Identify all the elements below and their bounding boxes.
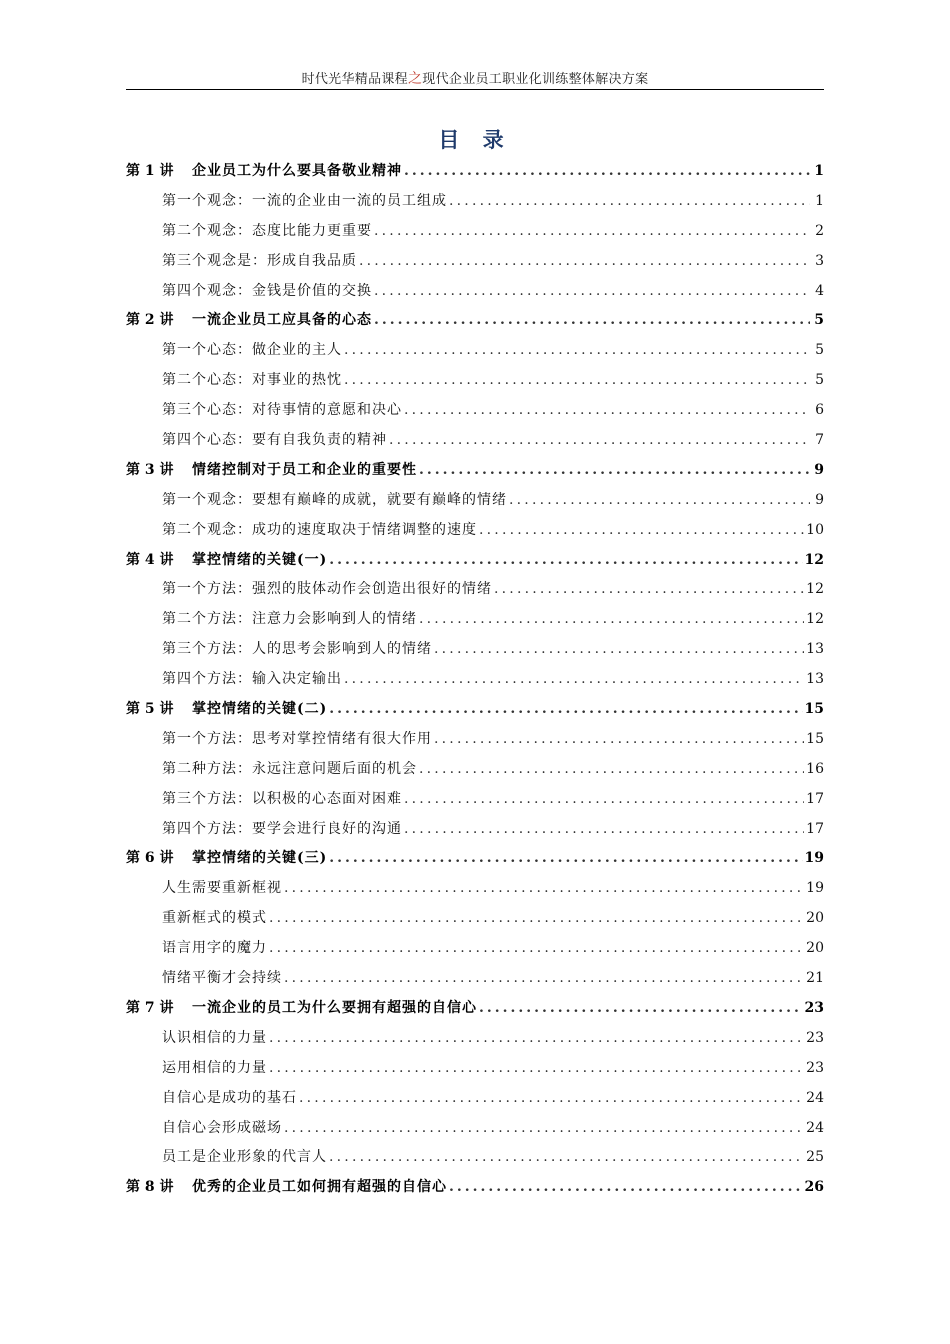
toc-page-number: 23	[806, 1059, 824, 1076]
toc-section-entry[interactable]	[126, 516, 824, 546]
toc-chapter-number: 第 5 讲	[126, 701, 174, 718]
toc-entry-title: 企业员工为什么要具备敬业精神	[192, 163, 402, 179]
toc-entry-title: 第一个观念：一流的企业由一流的员工组成	[162, 192, 447, 209]
toc-entry-title: 第一个观念：要想有巅峰的成就，就要有巅峰的情绪	[162, 491, 507, 508]
toc-dot-leader	[269, 1024, 804, 1054]
toc-page-number: 17	[806, 820, 824, 837]
toc-page-number: 2	[815, 222, 824, 239]
toc-entry-title: 重新框式的模式	[162, 910, 267, 927]
toc-entry-title: 语言用字的魔力	[162, 940, 267, 957]
toc-chapter-number: 第 8 讲	[126, 1179, 174, 1196]
toc-page-number: 12	[806, 581, 824, 598]
toc-chapter-number: 第 7 讲	[126, 999, 174, 1016]
toc-page-number: 7	[815, 432, 824, 449]
toc-entry-title: 第一个方法：强烈的肢体动作会创造出很好的情绪	[162, 581, 492, 598]
toc-dot-leader	[404, 157, 810, 187]
toc-section-entry[interactable]	[126, 1054, 824, 1084]
toc-entry-title: 认识相信的力量	[162, 1029, 267, 1046]
toc-page-number: 9	[815, 491, 824, 508]
toc-page-number: 19	[804, 850, 824, 867]
toc-page-number: 21	[806, 970, 824, 987]
header-course-series: 时代光华精品课程	[301, 72, 408, 87]
toc-dot-leader	[329, 695, 802, 725]
toc-dot-leader	[284, 964, 804, 994]
toc-entry-title: 第一个方法：思考对掌控情绪有很大作用	[162, 730, 432, 747]
toc-page-number: 13	[806, 641, 824, 658]
toc-dot-leader	[404, 785, 804, 815]
toc-page-number: 20	[806, 910, 824, 927]
toc-section-entry[interactable]	[126, 426, 824, 456]
toc-page-number: 23	[804, 999, 824, 1016]
toc-entry-title: 第二个观念：成功的速度取决于情绪调整的速度	[162, 521, 477, 538]
toc-page-number: 4	[815, 282, 824, 299]
toc-dot-leader	[374, 277, 810, 307]
header-accent-char: 之	[407, 71, 423, 87]
toc-dot-leader	[479, 516, 804, 546]
toc-section-entry[interactable]	[126, 934, 824, 964]
toc-section-entry[interactable]	[126, 635, 824, 665]
toc-page-number: 16	[806, 760, 824, 777]
toc-page-number: 6	[815, 402, 824, 419]
toc-entry-title: 情绪平衡才会持续	[162, 970, 282, 987]
toc-section-entry[interactable]	[126, 277, 824, 307]
toc-page-number: 24	[806, 1089, 824, 1106]
toc-entry-title: 第四个方法：输入决定输出	[162, 671, 342, 688]
toc-entry-title: 第二个观念：态度比能力更重要	[162, 222, 372, 239]
toc-entry-title: 第一个心态：做企业的主人	[162, 342, 342, 359]
page-header	[126, 68, 824, 88]
toc-chapter-number: 第 2 讲	[126, 312, 174, 329]
toc-dot-leader	[374, 217, 810, 247]
toc-chapter-entry[interactable]	[126, 994, 824, 1024]
toc-entry-title: 一流企业的员工为什么要拥有超强的自信心	[192, 999, 477, 1016]
toc-dot-leader	[419, 456, 810, 486]
toc-entry-title: 一流企业员工应具备的心态	[192, 312, 372, 329]
toc-page-number: 17	[806, 790, 824, 807]
header-course-title: 现代企业员工职业化训练整体解决方案	[422, 72, 649, 87]
toc-entry-title: 第二个方法：注意力会影响到人的情绪	[162, 611, 417, 628]
toc-page-number: 9	[814, 461, 824, 478]
toc-section-entry[interactable]	[126, 1143, 824, 1173]
toc-section-entry[interactable]	[126, 964, 824, 994]
toc-entry-title: 自信心是成功的基石	[162, 1089, 297, 1106]
toc-section-entry[interactable]	[126, 904, 824, 934]
toc-section-entry[interactable]	[126, 605, 824, 635]
toc-dot-leader	[269, 1054, 804, 1084]
toc-chapter-entry[interactable]	[126, 1173, 824, 1203]
toc-dot-leader	[419, 755, 804, 785]
toc-page-number: 15	[806, 730, 824, 747]
toc-entry-title: 第三个方法：人的思考会影响到人的情绪	[162, 641, 432, 658]
toc-section-entry[interactable]	[126, 785, 824, 815]
toc-entry-title: 优秀的企业员工如何拥有超强的自信心	[192, 1179, 447, 1196]
toc-dot-leader	[494, 575, 804, 605]
toc-entry-title: 掌控情绪的关键(二)	[192, 701, 328, 718]
toc-page-number: 5	[814, 312, 824, 329]
toc-dot-leader	[299, 1084, 804, 1114]
toc-entry-title: 运用相信的力量	[162, 1059, 267, 1076]
toc-title: 目 录	[438, 127, 512, 152]
toc-section-entry[interactable]	[126, 247, 824, 277]
toc-dot-leader	[344, 336, 810, 366]
toc-section-entry[interactable]	[126, 366, 824, 396]
toc-page-number: 12	[804, 551, 824, 568]
toc-page-number: 20	[806, 940, 824, 957]
toc-dot-leader	[269, 904, 804, 934]
toc-dot-leader	[284, 1114, 804, 1144]
toc-dot-leader	[329, 844, 802, 874]
toc-dot-leader	[434, 635, 804, 665]
toc-page-number: 26	[804, 1179, 824, 1196]
toc-dot-leader	[329, 546, 802, 576]
toc-chapter-entry[interactable]	[126, 695, 824, 725]
toc-entry-title: 第四个方法：要学会进行良好的沟通	[162, 820, 402, 837]
toc-page-number: 24	[806, 1119, 824, 1136]
toc-section-entry[interactable]	[126, 336, 824, 366]
table-of-contents	[126, 157, 824, 1203]
toc-chapter-entry[interactable]	[126, 844, 824, 874]
toc-entry-title: 第四个观念：金钱是价值的交换	[162, 282, 372, 299]
toc-chapter-number: 第 4 讲	[126, 551, 174, 568]
toc-section-entry[interactable]	[126, 187, 824, 217]
toc-dot-leader	[344, 366, 810, 396]
toc-page-number: 12	[806, 611, 824, 628]
toc-chapter-entry[interactable]	[126, 157, 824, 187]
toc-entry-title: 自信心会形成磁场	[162, 1119, 282, 1136]
toc-entry-title: 第三个心态：对待事情的意愿和决心	[162, 402, 402, 419]
toc-section-entry[interactable]	[126, 755, 824, 785]
toc-page-number: 1	[815, 192, 824, 209]
toc-section-entry[interactable]	[126, 815, 824, 845]
toc-section-entry[interactable]	[126, 1084, 824, 1114]
toc-page-number: 1	[814, 163, 824, 179]
toc-entry-title: 第三个观念是：形成自我品质	[162, 252, 357, 269]
toc-chapter-entry[interactable]	[126, 546, 824, 576]
toc-section-entry[interactable]	[126, 217, 824, 247]
toc-section-entry[interactable]	[126, 725, 824, 755]
header-divider	[126, 89, 824, 90]
toc-dot-leader	[449, 1173, 803, 1203]
toc-page-number: 15	[804, 701, 824, 718]
toc-dot-leader	[434, 725, 804, 755]
toc-dot-leader	[269, 934, 804, 964]
toc-page-number: 25	[806, 1149, 824, 1166]
toc-section-entry[interactable]	[126, 396, 824, 426]
toc-dot-leader	[479, 994, 803, 1024]
toc-dot-leader	[404, 396, 810, 426]
toc-dot-leader	[374, 306, 810, 336]
toc-page-number: 3	[815, 252, 824, 269]
toc-chapter-number: 第 6 讲	[126, 850, 174, 867]
toc-dot-leader	[419, 605, 804, 635]
toc-page-number: 13	[806, 671, 824, 688]
toc-chapter-number: 第 1 讲	[126, 163, 174, 179]
toc-section-entry[interactable]	[126, 575, 824, 605]
toc-page-number: 19	[806, 880, 824, 897]
toc-dot-leader	[389, 426, 810, 456]
toc-section-entry[interactable]	[126, 874, 824, 904]
toc-dot-leader	[284, 874, 804, 904]
toc-entry-title: 掌控情绪的关键(三)	[192, 850, 328, 867]
toc-page-number: 5	[815, 372, 824, 389]
toc-entry-title: 人生需要重新框视	[162, 880, 282, 897]
toc-dot-leader	[509, 486, 810, 516]
toc-dot-leader	[329, 1143, 804, 1173]
toc-page-number: 5	[815, 342, 824, 359]
toc-chapter-entry[interactable]	[126, 456, 824, 486]
toc-dot-leader	[344, 665, 804, 695]
toc-section-entry[interactable]	[126, 665, 824, 695]
toc-section-entry[interactable]	[126, 486, 824, 516]
toc-dot-leader	[449, 187, 810, 217]
toc-entry-title: 员工是企业形象的代言人	[162, 1149, 327, 1166]
toc-section-entry[interactable]	[126, 1024, 824, 1054]
toc-chapter-number: 第 3 讲	[126, 461, 174, 478]
toc-chapter-entry[interactable]	[126, 306, 824, 336]
toc-page-number: 10	[806, 521, 824, 538]
toc-page-number: 23	[806, 1029, 824, 1046]
toc-dot-leader	[359, 247, 810, 277]
toc-section-entry[interactable]	[126, 1114, 824, 1144]
toc-entry-title: 情绪控制对于员工和企业的重要性	[192, 461, 417, 478]
toc-entry-title: 掌控情绪的关键(一)	[192, 551, 328, 568]
toc-entry-title: 第二种方法：永远注意问题后面的机会	[162, 760, 417, 777]
toc-dot-leader	[404, 815, 804, 845]
toc-entry-title: 第二个心态：对事业的热忱	[162, 372, 342, 389]
toc-entry-title: 第三个方法：以积极的心态面对困难	[162, 790, 402, 807]
toc-entry-title: 第四个心态：要有自我负责的精神	[162, 432, 387, 449]
